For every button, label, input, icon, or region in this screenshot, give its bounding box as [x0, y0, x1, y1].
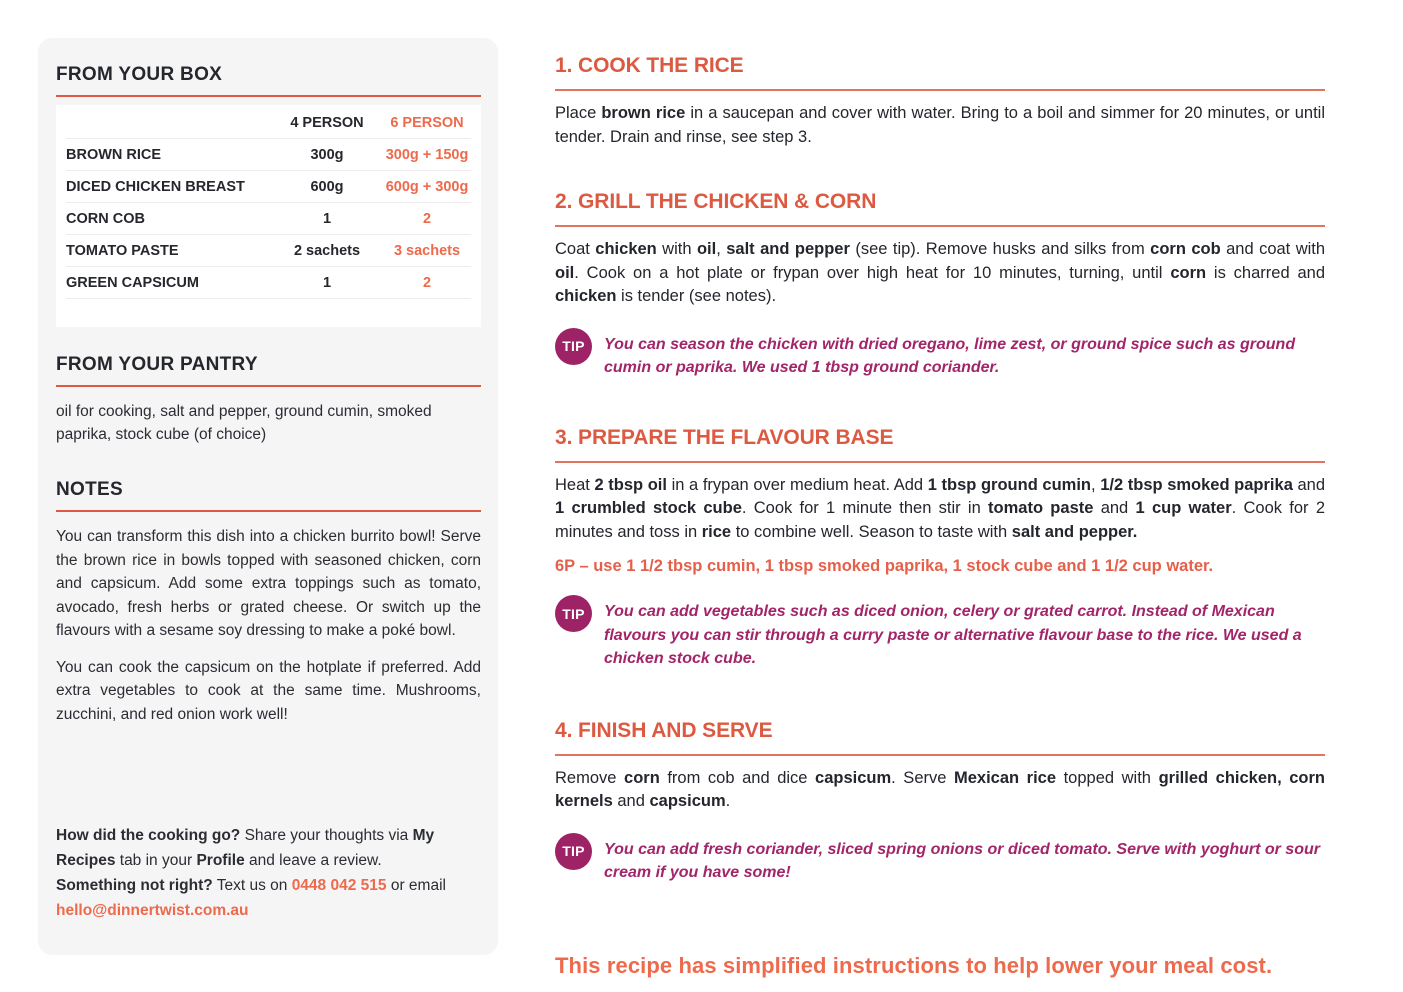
- table-row: [66, 267, 471, 299]
- table-row: [66, 171, 471, 203]
- qty-4-person: 1: [322, 274, 332, 291]
- qty-6-person: 600g + 300g: [385, 178, 469, 195]
- qty-6-person: 3 sachets: [393, 242, 461, 259]
- tip-callout: [555, 328, 1325, 380]
- qty-4-person: 1: [322, 210, 332, 227]
- ingredient-name: DICED CHICKEN BREAST: [66, 178, 245, 195]
- ingredient-name: TOMATO PASTE: [66, 242, 179, 259]
- table-row: [66, 203, 471, 235]
- tip-badge: TIP: [555, 833, 592, 870]
- tip-callout: [555, 595, 1325, 671]
- step-section-1: [555, 54, 1325, 149]
- notes-paragraph: You can transform this dish into a chicken burrito bowl! Serve the brown rice in bowls topped with seasoned chicken, corn and capsicum. Add some extra toppings such as tomato, avocado, fresh herbs or grated cheese. Or switch up the flavours with a sesame soy dressing to make a poké bowl.: [56, 528, 481, 639]
- step-section-4: [555, 719, 1325, 885]
- ingredient-name: BROWN RICE: [66, 146, 162, 163]
- six-person-note: 6P – use 1 1/2 tbsp cumin, 1 tbsp smoked paprika, 1 stock cube and 1 1/2 cup water.: [555, 557, 1214, 575]
- tip-callout: [555, 833, 1325, 885]
- tip-badge: TIP: [555, 595, 592, 632]
- tip-badge: TIP: [555, 328, 592, 365]
- qty-6-person: 2: [422, 274, 432, 291]
- table-row: [66, 139, 471, 171]
- instructions-column: [555, 38, 1326, 978]
- step-title: 1. COOK THE RICE: [555, 54, 1325, 91]
- tip-text: You can add fresh coriander, sliced spring onions or diced tomato. Serve with yoghurt or sour cream if you have some!: [604, 840, 1320, 881]
- notes-paragraph: You can cook the capsicum on the hotplate if preferred. Add extra vegetables to cook at the same time. Mushrooms, zucchini, and red onion work well!: [56, 658, 481, 723]
- step-section-2: [555, 190, 1325, 380]
- table-header-row: [66, 107, 471, 139]
- step-title: 2. GRILL THE CHICKEN & CORN: [555, 190, 1325, 227]
- pantry-text: oil for cooking, salt and pepper, ground cumin, smoked paprika, stock cube (of choice): [56, 403, 432, 443]
- header-4-person: 4 PERSON: [290, 114, 364, 131]
- cost-note: This recipe has simplified instructions to help lower your meal cost.: [555, 952, 1273, 978]
- qty-4-person: 300g: [310, 146, 344, 163]
- tip-text: You can add vegetables such as diced onion, celery or grated carrot. Instead of Mexican flavours you can stir through a curry paste or alternative flavour base to the rice. We used a chicken stock cube.: [604, 603, 1302, 667]
- sidebar-card: [38, 38, 498, 955]
- box-section-title: FROM YOUR BOX: [56, 64, 481, 97]
- ingredient-name: GREEN CAPSICUM: [66, 274, 199, 291]
- step-section-3: [555, 426, 1325, 671]
- step-body: Coat chicken with oil, salt and pepper (see tip). Remove husks and silks from corn cob and coat with oil. Cook on a hot plate or frypan over high heat for 10 minutes, turning, until corn is charred and chicken is tender (see notes).: [555, 240, 1326, 305]
- qty-4-person: 2 sachets: [293, 242, 361, 259]
- step-title: 3. PREPARE THE FLAVOUR BASE: [555, 426, 1325, 463]
- step-body: Place brown rice in a saucepan and cover with water. Bring to a boil and simmer for 20 minutes, or until tender. Drain and rinse, see step 3.: [555, 104, 1325, 146]
- pantry-section-title: FROM YOUR PANTRY: [56, 354, 481, 387]
- step-title: 4. FINISH AND SERVE: [555, 719, 1325, 756]
- sidebar-footer-text: How did the cooking go? Share your thoughts via My Recipes tab in your Profile and leave a review. Something not right? Text us on 0448 042 515 or email hello@dinnertwist.com.au: [56, 827, 446, 919]
- qty-6-person: 300g + 150g: [385, 146, 469, 163]
- table-row: [66, 235, 471, 267]
- notes-section-title: NOTES: [56, 479, 481, 512]
- ingredients-table: [56, 105, 481, 327]
- header-6-person: 6 PERSON: [390, 114, 464, 131]
- step-body: Heat 2 tbsp oil in a frypan over medium heat. Add 1 tbsp ground cumin, 1/2 tbsp smoked paprika and 1 crumbled stock cube. Cook for 1 minute then stir in tomato paste and 1 cup water. Cook for 2 minutes and toss in rice to combine well. Season to taste with salt and pepper.: [555, 475, 1326, 541]
- ingredient-name: CORN COB: [66, 210, 145, 227]
- qty-6-person: 2: [422, 210, 432, 227]
- step-body: Remove corn from cob and dice capsicum. Serve Mexican rice topped with grilled chicken, corn kernels and capsicum.: [555, 768, 1325, 810]
- qty-4-person: 600g: [310, 178, 344, 195]
- tip-text: You can season the chicken with dried oregano, lime zest, or ground spice such as ground cumin or paprika. We used 1 tbsp ground coriander.: [604, 335, 1296, 376]
